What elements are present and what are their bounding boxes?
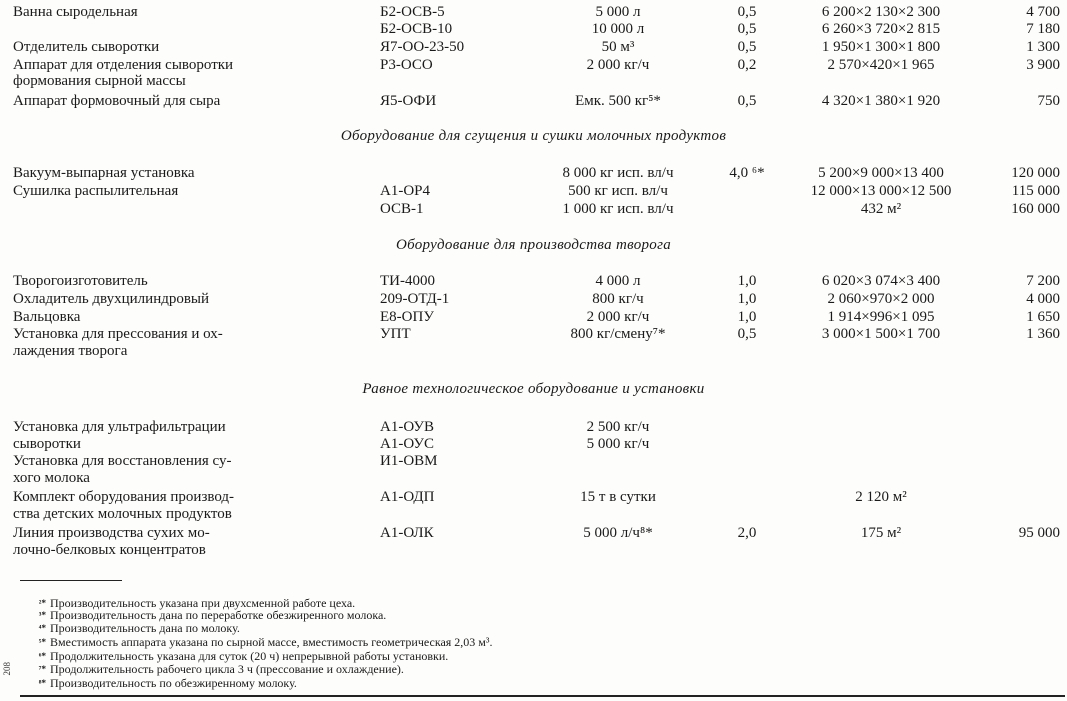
equipment-power: 0,5 bbox=[737, 39, 757, 55]
equipment-name: Аппарат формовочный для сыра bbox=[13, 93, 221, 109]
equipment-dimensions: 2 060×970×2 000 bbox=[827, 291, 935, 307]
equipment-mass: 1 300 bbox=[1026, 39, 1060, 55]
equipment-mass: 7 200 bbox=[1026, 273, 1060, 289]
section-heading: Равное технологическое оборудование и установки bbox=[362, 381, 705, 397]
equipment-mark: Р3-ОСО bbox=[380, 57, 433, 73]
equipment-name: сыворотки bbox=[13, 436, 81, 452]
footnote-marker: ⁴* bbox=[38, 623, 46, 633]
bottom-rule bbox=[20, 695, 1065, 697]
equipment-dimensions: 175 м² bbox=[860, 525, 902, 541]
equipment-dimensions: 432 м² bbox=[860, 201, 902, 217]
equipment-capacity: 2 500 кг/ч bbox=[586, 419, 650, 435]
equipment-name: ства детских молочных продуктов bbox=[13, 506, 232, 522]
equipment-dimensions: 2 120 м² bbox=[855, 489, 907, 505]
equipment-name: Комплект оборудования производ- bbox=[13, 489, 235, 505]
table-row bbox=[0, 201, 1067, 219]
equipment-name: Аппарат для отделения сыворотки bbox=[13, 57, 234, 73]
footnote bbox=[38, 662, 1030, 676]
equipment-power: 0,5 bbox=[737, 326, 757, 342]
equipment-mark: 209-ОТД-1 bbox=[380, 291, 450, 307]
equipment-dimensions: 6 020×3 074×3 400 bbox=[821, 273, 941, 289]
equipment-capacity: 2 000 кг/ч bbox=[586, 309, 650, 325]
equipment-mark: А1-ОЛК bbox=[380, 525, 434, 541]
table-row bbox=[0, 506, 1067, 524]
equipment-capacity: 8 000 кг исп. вл/ч bbox=[562, 165, 674, 181]
equipment-name: Охладитель двухцилиндровый bbox=[13, 291, 210, 307]
equipment-dimensions: 12 000×13 000×12 500 bbox=[810, 183, 952, 199]
footnote-marker: ⁸* bbox=[38, 678, 46, 688]
equipment-power: 0,2 bbox=[737, 57, 757, 73]
equipment-mark: И1-ОВМ bbox=[380, 453, 438, 469]
footnote-text: Производительность дана по переработке обезжиренного молока. bbox=[50, 608, 387, 622]
equipment-capacity: 50 м³ bbox=[601, 39, 635, 55]
equipment-name: лаждения творога bbox=[13, 343, 128, 359]
table-row bbox=[0, 165, 1067, 183]
equipment-name: Линия производства сухих мо- bbox=[13, 525, 210, 541]
table-row bbox=[0, 436, 1067, 454]
table-row bbox=[0, 542, 1067, 560]
equipment-name: Вальцовка bbox=[13, 309, 81, 325]
table-row bbox=[0, 326, 1067, 344]
equipment-power: 0,5 bbox=[737, 21, 757, 37]
footnote bbox=[38, 621, 1030, 635]
equipment-power: 1,0 bbox=[737, 291, 757, 307]
equipment-dimensions: 5 200×9 000×13 400 bbox=[818, 165, 944, 181]
table-row bbox=[0, 343, 1067, 361]
equipment-mark: Я7-ОО-23-50 bbox=[380, 39, 465, 55]
equipment-mass: 1 360 bbox=[1026, 326, 1060, 342]
footnote-text: Вместимость аппарата указана по сырной массе, вместимость геометрическая 2,03 м³. bbox=[50, 635, 493, 649]
equipment-capacity: 5 000 л/ч⁸* bbox=[583, 525, 653, 541]
equipment-capacity: 4 000 л bbox=[595, 273, 641, 289]
equipment-name: лочно-белковых концентратов bbox=[13, 542, 206, 558]
equipment-capacity: 800 кг/ч bbox=[592, 291, 644, 307]
page-number: 208 bbox=[2, 662, 12, 676]
footnote-divider bbox=[20, 580, 122, 581]
table-row bbox=[0, 489, 1067, 507]
footnote bbox=[38, 608, 1030, 622]
equipment-dimensions: 2 570×420×1 965 bbox=[827, 57, 935, 73]
section-heading: Оборудование для производства творога bbox=[395, 237, 672, 253]
equipment-name: формования сырной массы bbox=[13, 73, 186, 89]
footnote bbox=[38, 635, 1030, 649]
equipment-mass: 1 650 bbox=[1026, 309, 1060, 325]
equipment-power: 0,5 bbox=[737, 4, 757, 20]
footnote-marker: ⁶* bbox=[38, 651, 46, 661]
equipment-mass: 4 700 bbox=[1026, 4, 1060, 20]
equipment-capacity: 10 000 л bbox=[591, 21, 645, 37]
footnote-text: Производительность дана по молоку. bbox=[50, 621, 240, 635]
table-row bbox=[0, 21, 1067, 39]
equipment-mass: 750 bbox=[1037, 93, 1060, 109]
equipment-mark: ОСВ-1 bbox=[380, 201, 424, 217]
equipment-mark: УПТ bbox=[380, 326, 411, 342]
equipment-name: Сушилка распылительная bbox=[13, 183, 179, 199]
footnote-text: Продолжительность указана для суток (20 ч) непрерывной работы установки. bbox=[50, 649, 449, 663]
equipment-mass: 3 900 bbox=[1026, 57, 1060, 73]
section-heading: Оборудование для сгущения и сушки молочных продуктов bbox=[340, 128, 727, 144]
table-row bbox=[0, 39, 1067, 57]
table-row bbox=[0, 453, 1067, 471]
equipment-mark: А1-ОУС bbox=[380, 436, 434, 452]
table-row bbox=[0, 525, 1067, 543]
equipment-mark: А1-ОУВ bbox=[380, 419, 434, 435]
equipment-power: 2,0 bbox=[737, 525, 757, 541]
equipment-mark: Б2-ОСВ-5 bbox=[380, 4, 445, 20]
table-row bbox=[0, 309, 1067, 327]
equipment-mass: 95 000 bbox=[1018, 525, 1060, 541]
equipment-dimensions: 4 320×1 380×1 920 bbox=[821, 93, 941, 109]
equipment-mark: Я5-ОФИ bbox=[380, 93, 437, 109]
equipment-mark: ТИ-4000 bbox=[380, 273, 435, 289]
equipment-name: Установка для ультрафильтрации bbox=[13, 419, 226, 435]
equipment-power: 1,0 bbox=[737, 309, 757, 325]
equipment-capacity: 1 000 кг исп. вл/ч bbox=[562, 201, 674, 217]
equipment-capacity: 2 000 кг/ч bbox=[586, 57, 650, 73]
equipment-dimensions: 3 000×1 500×1 700 bbox=[821, 326, 941, 342]
equipment-power: 1,0 bbox=[737, 273, 757, 289]
table-row bbox=[0, 419, 1067, 437]
equipment-capacity: 500 кг исп. вл/ч bbox=[568, 183, 668, 199]
table-row bbox=[0, 470, 1067, 488]
footnote-text: Продолжительность рабочего цикла 3 ч (прессование и охлаждение). bbox=[50, 662, 404, 676]
equipment-mass: 7 180 bbox=[1026, 21, 1060, 37]
equipment-dimensions: 6 260×3 720×2 815 bbox=[821, 21, 941, 37]
equipment-name: Ванна сыродельная bbox=[13, 4, 138, 20]
equipment-name: Творогоизготовитель bbox=[13, 273, 148, 289]
equipment-dimensions: 6 200×2 130×2 300 bbox=[821, 4, 941, 20]
equipment-mark: А1-ОДП bbox=[380, 489, 435, 505]
equipment-dimensions: 1 950×1 300×1 800 bbox=[821, 39, 941, 55]
equipment-mass: 115 000 bbox=[1011, 183, 1060, 199]
footnote-marker: ²* bbox=[38, 598, 46, 608]
equipment-capacity: 5 000 кг/ч bbox=[586, 436, 650, 452]
equipment-mark: Б2-ОСВ-10 bbox=[380, 21, 453, 37]
footnote bbox=[38, 676, 1030, 690]
equipment-capacity: 5 000 л bbox=[595, 4, 641, 20]
equipment-mark: А1-ОР4 bbox=[380, 183, 431, 199]
table-row bbox=[0, 183, 1067, 201]
table-row bbox=[0, 273, 1067, 291]
equipment-capacity: 800 кг/смену⁷* bbox=[570, 326, 666, 342]
equipment-name: Отделитель сыворотки bbox=[13, 39, 160, 55]
equipment-mass: 160 000 bbox=[1011, 201, 1060, 217]
equipment-capacity: Емк. 500 кг⁵* bbox=[575, 93, 661, 109]
table-row bbox=[0, 291, 1067, 309]
equipment-name: Вакуум-выпарная установка bbox=[13, 165, 195, 181]
equipment-mark: Е8-ОПУ bbox=[380, 309, 434, 325]
footnote-marker: ⁷* bbox=[38, 664, 46, 674]
footnote-text: Производительность по обезжиренному молоку. bbox=[50, 676, 297, 690]
footnote-marker: ⁵* bbox=[38, 637, 46, 647]
equipment-name: Установка для восстановления су- bbox=[13, 453, 232, 469]
footnote-text: Производительность указана при двухсменной работе цеха. bbox=[50, 596, 356, 610]
footnote bbox=[38, 649, 1030, 663]
equipment-name: хого молока bbox=[13, 470, 90, 486]
equipment-power: 0,5 bbox=[737, 93, 757, 109]
equipment-mass: 120 000 bbox=[1011, 165, 1060, 181]
table-row bbox=[0, 4, 1067, 22]
footnote-marker: ³* bbox=[38, 610, 46, 620]
equipment-dimensions: 1 914×996×1 095 bbox=[827, 309, 935, 325]
equipment-mass: 4 000 bbox=[1026, 291, 1060, 307]
equipment-capacity: 15 т в сутки bbox=[580, 489, 656, 505]
table-row bbox=[0, 93, 1067, 111]
equipment-name: Установка для прессования и ох- bbox=[13, 326, 223, 342]
table-row bbox=[0, 73, 1067, 91]
equipment-power: 4,0 ⁶* bbox=[729, 165, 765, 181]
